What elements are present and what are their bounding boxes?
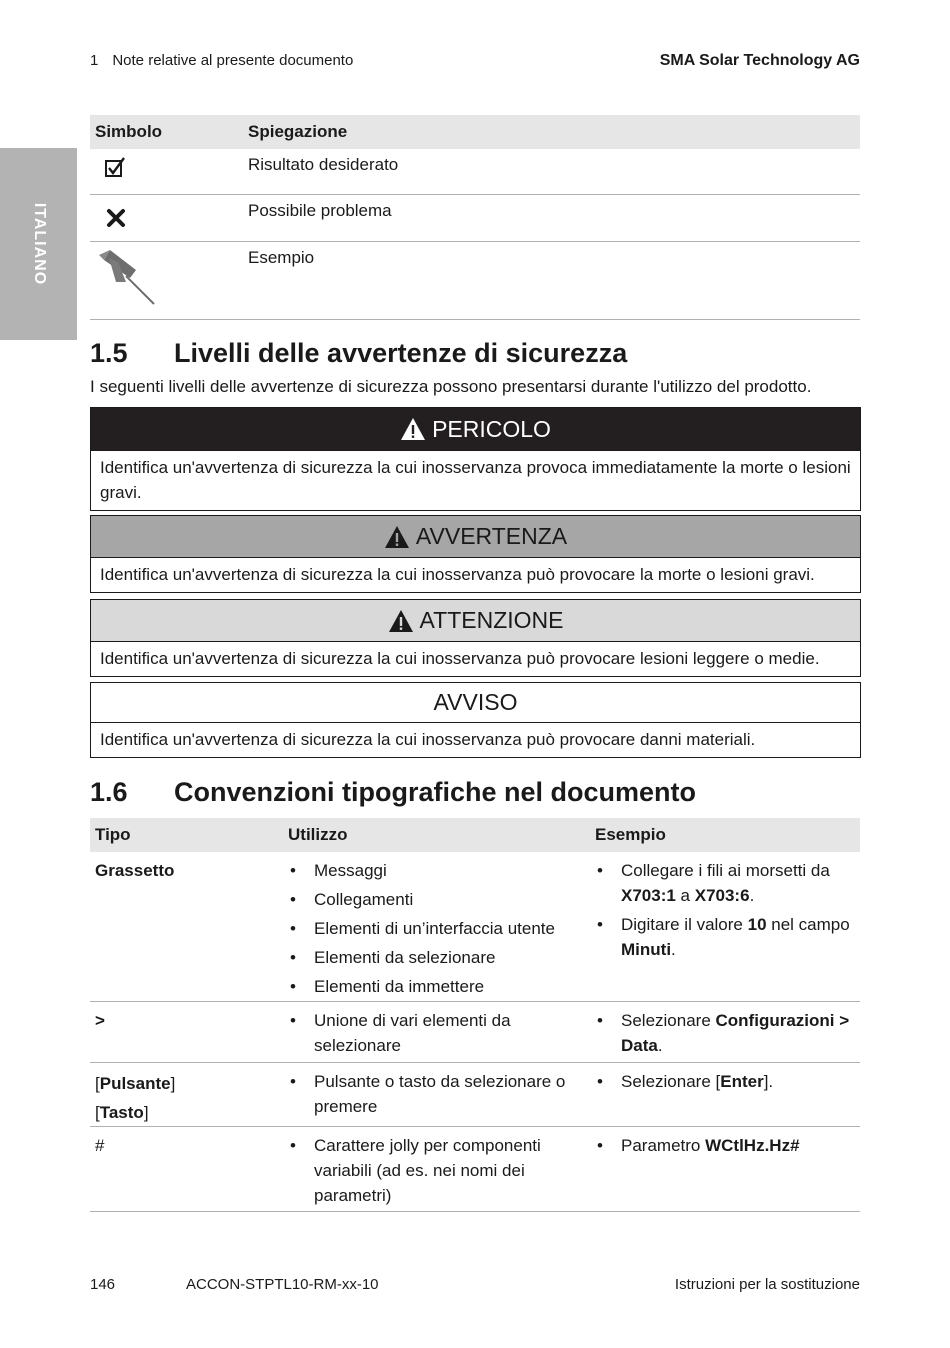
table-row <box>90 852 860 1002</box>
usage-cell <box>288 1133 568 1212</box>
col-symbol-header: Simbolo <box>95 122 163 141</box>
list-item: • Elementi di un’interfaccia utente <box>288 916 588 941</box>
running-header <box>90 52 353 69</box>
warning-title-bar <box>91 408 860 451</box>
warning-box-avvertenza <box>90 515 861 593</box>
section-number: 1.6 <box>90 777 128 807</box>
warning-title-bar <box>91 516 860 558</box>
warning-triangle-icon <box>388 609 414 633</box>
list-item: • Collegare i fili ai morsetti da X703:1 a X703:6. <box>595 858 860 908</box>
warning-box-avviso <box>90 682 861 758</box>
warning-box-attenzione <box>90 599 861 677</box>
symbol-explanation: Possibile problema <box>248 201 392 220</box>
language-tab <box>0 148 77 340</box>
warning-title: AVVERTENZA <box>415 523 568 549</box>
document-code: ACCON-STPTL10-RM-xx-10 <box>186 1276 379 1293</box>
warning-text: Identifica un'avvertenza di sicurezza la cui inosservanza provoca immediatamente la morte o lesioni gravi. <box>100 458 851 502</box>
table-row <box>90 242 860 320</box>
list-item: • Collegamenti <box>288 887 588 912</box>
table-row <box>90 1127 860 1212</box>
col-explanation-header: Spiegazione <box>248 122 348 141</box>
warning-title-bar <box>91 683 860 723</box>
example-cell <box>595 858 860 966</box>
table-row <box>90 195 860 242</box>
conventions-table <box>90 818 860 1212</box>
table-row <box>90 1063 860 1127</box>
cross-icon <box>106 208 126 233</box>
chapter-title: Note relative al presente documento <box>112 52 354 69</box>
list-item: • Elementi da selezionare <box>288 945 588 970</box>
warning-text: Identifica un'avvertenza di sicurezza la cui inosservanza può provocare lesioni leggere o medie. <box>100 649 820 668</box>
warning-title: PERICOLO <box>432 415 551 442</box>
symbol-explanation: Risultato desiderato <box>248 155 399 174</box>
warning-title: ATTENZIONE <box>419 607 564 633</box>
list-item: • Selezionare [Enter]. <box>595 1069 860 1094</box>
warning-title: AVVISO <box>433 689 518 715</box>
example-cell <box>595 1008 860 1062</box>
section-intro: I seguenti livelli delle avvertenze di sicurezza possono presentarsi durante l'utilizzo del prodotto. <box>90 377 812 396</box>
type-cell: # <box>95 1136 105 1155</box>
table-row <box>90 149 860 195</box>
section-title: Convenzioni tipografiche nel documento <box>174 777 697 807</box>
pushpin-icon <box>96 248 156 313</box>
list-item: • Digitare il valore 10 nel campo Minuti. <box>595 912 860 962</box>
section-number: 1.5 <box>90 338 128 368</box>
section-title: Livelli delle avvertenze di sicurezza <box>174 338 628 368</box>
type-cell: Grassetto <box>95 861 175 880</box>
warning-box-pericolo <box>90 407 861 511</box>
list-item: • Elementi da immettere <box>288 974 588 999</box>
col-usage-header: Utilizzo <box>288 825 348 844</box>
list-item: • Carattere jolly per componenti variabili (ad es. nei nomi dei parametri) <box>288 1133 568 1208</box>
col-type-header: Tipo <box>95 825 131 844</box>
language-tab-label: ITALIANO <box>30 202 48 286</box>
list-item: • Selezionare Configurazioni > Data. <box>595 1008 860 1058</box>
symbol-table-header <box>90 115 860 149</box>
page-number: 146 <box>90 1276 116 1293</box>
warning-triangle-icon <box>400 417 426 441</box>
example-cell <box>595 1133 860 1162</box>
section-heading-1-5 <box>90 338 627 369</box>
list-item: • Parametro WCtlHz.Hz# <box>595 1133 860 1158</box>
type-cell: [Pulsante] [Tasto] <box>95 1074 176 1122</box>
conventions-table-header <box>90 818 860 852</box>
usage-cell <box>288 1008 588 1062</box>
list-item: • Messaggi <box>288 858 588 883</box>
company-name: SMA Solar Technology AG <box>659 52 860 69</box>
list-item: • Pulsante o tasto da selezionare o premere <box>288 1069 588 1119</box>
checkbox-checked-icon <box>104 157 126 184</box>
table-row <box>90 1002 860 1063</box>
symbol-table <box>90 115 860 320</box>
usage-cell <box>288 1069 588 1123</box>
list-item: • Unione di vari elementi da selezionare <box>288 1008 588 1058</box>
type-cell: > <box>95 1011 105 1030</box>
example-cell <box>595 1069 860 1098</box>
section-heading-1-6 <box>90 777 696 808</box>
warning-triangle-icon <box>384 525 410 549</box>
chapter-number: 1 <box>90 52 99 69</box>
usage-cell <box>288 858 588 1003</box>
warning-text: Identifica un'avvertenza di sicurezza la cui inosservanza può provocare la morte o lesioni gravi. <box>100 565 815 584</box>
warning-text: Identifica un'avvertenza di sicurezza la cui inosservanza può provocare danni materiali. <box>100 730 756 749</box>
symbol-explanation: Esempio <box>248 248 315 267</box>
col-example-header: Esempio <box>595 825 666 844</box>
document-title: Istruzioni per la sostituzione <box>674 1276 860 1293</box>
warning-title-bar <box>91 600 860 642</box>
